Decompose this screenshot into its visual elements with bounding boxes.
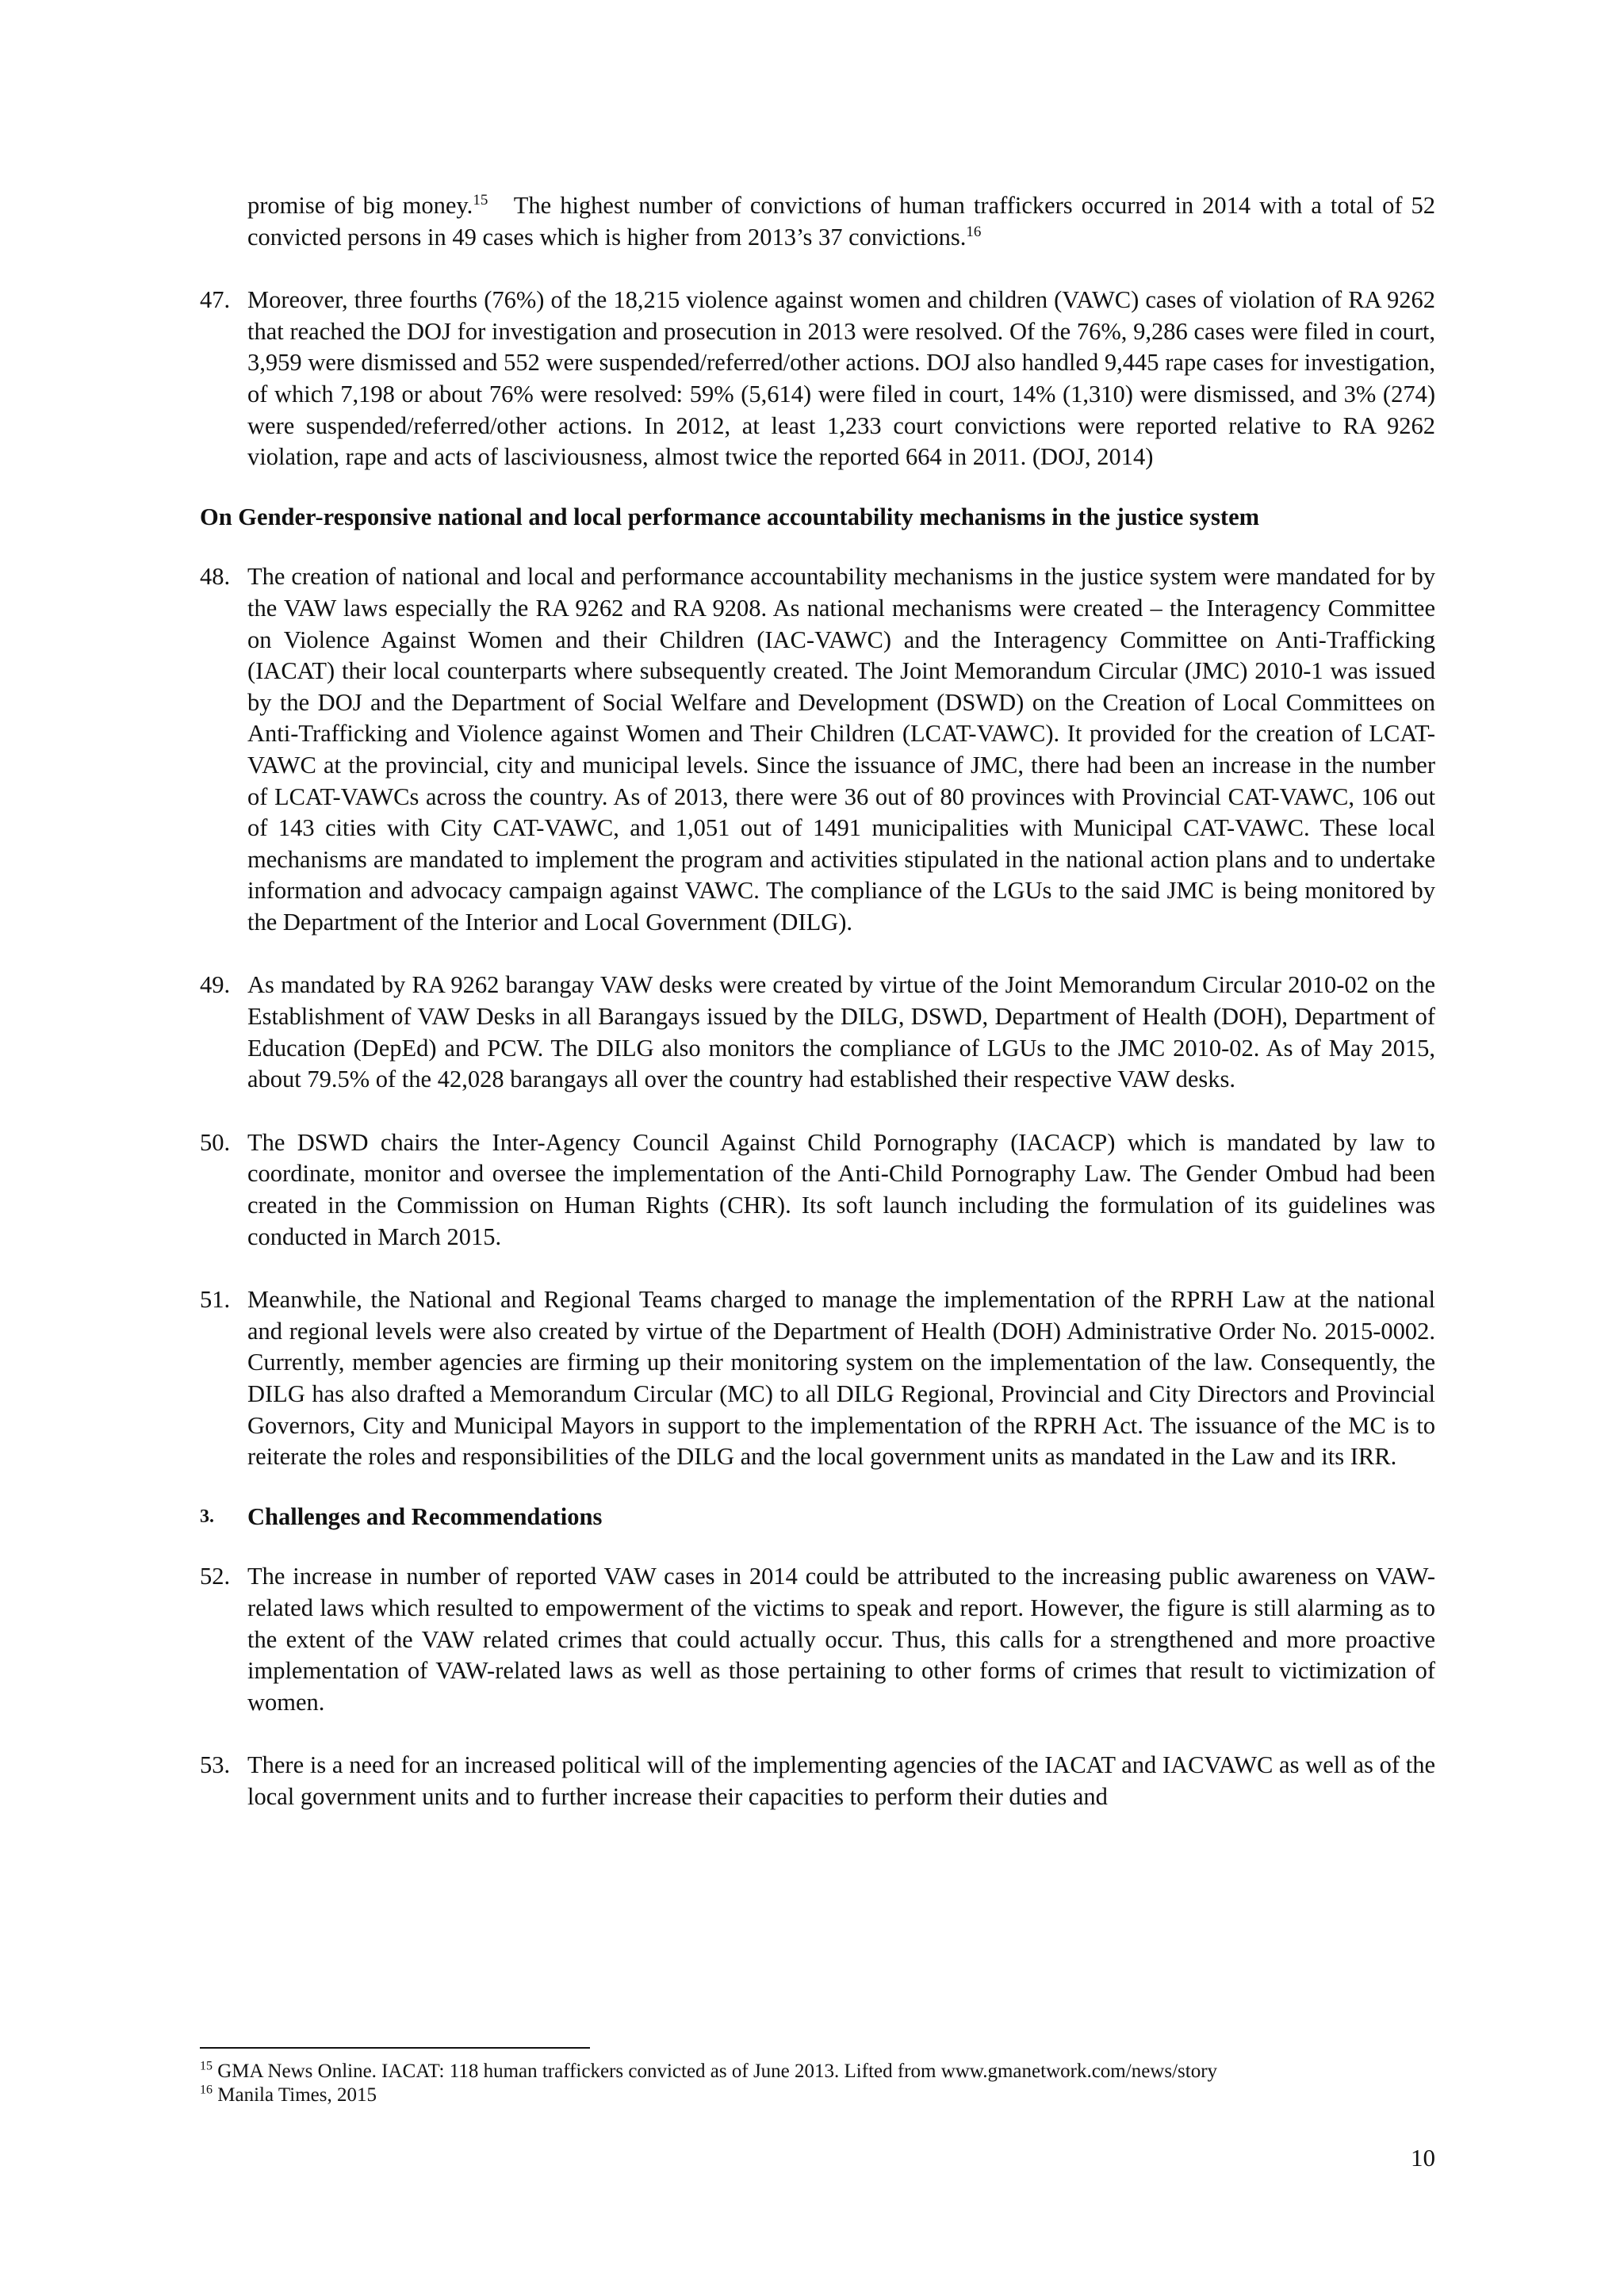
- footnote-16: [200, 2084, 1435, 2107]
- paragraph-53: [200, 1750, 1435, 1812]
- paragraph-text: As mandated by RA 9262 barangay VAW desks were created by virtue of the Joint Memorandum Circular 2010-02 on the Establishment of VAW Desks in all Barangays issued by the DILG, DSWD, Department of Health (DOH), Department of Education (DepEd) and PCW. The DILG also monitors the compliance of LGUs to the JMC 2010-02. As of May 2015, about 79.5% of the 42,028 barangays all over the country had established their respective VAW desks.: [247, 971, 1435, 1093]
- paragraph-number: 53.: [200, 1751, 231, 1779]
- carry-over-paragraph: [200, 190, 1442, 253]
- footnotes: [200, 2060, 1435, 2107]
- paragraph-52: [200, 1561, 1435, 1718]
- carry-over-text-b: The highest number of convictions of human traffickers occurred in 2014 with a total of 52 convicted persons in 49 cases which is higher from 2013’s 37 convictions.: [247, 192, 1442, 251]
- paragraph-number: 48.: [200, 563, 231, 591]
- paragraph-number: 49.: [200, 971, 231, 999]
- footnote-mark: 16: [200, 2083, 213, 2097]
- paragraph-number: 51.: [200, 1286, 231, 1314]
- section-heading-challenges: [200, 1502, 1435, 1533]
- paragraph-47: [200, 285, 1435, 473]
- paragraph-number: 52.: [200, 1563, 231, 1590]
- paragraph-51: [200, 1284, 1435, 1473]
- section-number: 3.: [200, 1506, 214, 1527]
- page-body: [200, 190, 1442, 1813]
- section-heading-accountability: On Gender-responsive national and local performance accountability mechanisms in the justice system: [200, 503, 1260, 530]
- paragraph-text: Moreover, three fourths (76%) of the 18,215 violence against women and children (VAWC) cases of violation of RA 9262 that reached the DOJ for investigation and prosecution in 2013 were resolved. Of the 76%, 9,286 cases were filed in court, 3,959 were dismissed and 552 were suspended/referred/other actions. DOJ also handled 9,445 rape cases for investigation, of which 7,198 or about 76% were resolved: 59% (5,614) were filed in court, 14% (1,310) were dismissed, and 3% (274) were suspended/referred/other actions. In 2012, at least 1,233 court convictions were reported relative to RA 9262 violation, rape and acts of lasciviousness, almost twice the reported 664 in 2011. (DOJ, 2014): [247, 286, 1435, 471]
- paragraph-48: [200, 561, 1435, 938]
- paragraph-text: The DSWD chairs the Inter-Agency Council Against Child Pornography (IACACP) which is mandated by law to coordinate, monitor and oversee the implementation of the Anti-Child Pornography Law. The Gender Ombud had been created in the Commission on Human Rights (CHR). Its soft launch including the formulation of its guidelines was conducted in March 2015.: [247, 1128, 1435, 1250]
- carry-over-text-a: promise of big money.: [247, 192, 473, 219]
- paragraph-number: 47.: [200, 286, 231, 314]
- footnote-ref-15[interactable]: 15: [473, 191, 488, 209]
- page-number: 10: [1411, 2144, 1435, 2172]
- paragraph-text: The increase in number of reported VAW cases in 2014 could be attributed to the increasing public awareness on VAW-related laws which resulted to empowerment of the victims to speak and report. However, the figure is still alarming as to the extent of the VAW related crimes that could actually occur. Thus, this calls for a strengthened and more proactive implementation of VAW-related laws as well as those pertaining to other forms of crimes that result to victimization of women.: [247, 1563, 1435, 1716]
- footnote-text: Manila Times, 2015: [213, 2084, 377, 2106]
- paragraph-text: The creation of national and local and performance accountability mechanisms in the justice system were mandated for by the VAW laws especially the RA 9262 and RA 9208. As national mechanisms were created – the Interagency Committee on Violence Against Women and their Children (IAC-VAWC) and the Interagency Committee on Anti-Trafficking (IACAT) their local counterparts where subsequently created. The Joint Memorandum Circular (JMC) 2010-1 was issued by the DOJ and the Department of Social Welfare and Development (DSWD) on the Creation of Local Committees on Anti-Trafficking and Violence against Women and Their Children (LCAT-VAWC). It provided for the creation of LCAT-VAWC at the provincial, city and municipal levels. Since the issuance of JMC, there had been an increase in the number of LCAT-VAWCs across the country. As of 2013, there were 36 out of 80 provinces with Provincial CAT-VAWC, 106 out of 143 cities with City CAT-VAWC, and 1,051 out of 1491 municipalities with Municipal CAT-VAWC. These local mechanisms are mandated to implement the program and activities stipulated in the national action plans and to undertake information and advocacy campaign against VAWC. The compliance of the LGUs to the said JMC is being monitored by the Department of the Interior and Local Government (DILG).: [247, 563, 1435, 936]
- footnote-mark: 15: [200, 2059, 213, 2073]
- footnote-divider: [200, 2047, 590, 2049]
- paragraph-text: Meanwhile, the National and Regional Teams charged to manage the implementation of the RPRH Law at the national and regional levels were also created by virtue of the Department of Health (DOH) Administrative Order No. 2015-0002. Currently, member agencies are firming up their monitoring system on the implementation of the law. Consequently, the DILG has also drafted a Memorandum Circular (MC) to all DILG Regional, Provincial and City Directors and Provincial Governors, City and Municipal Mayors in support to the implementation of the RPRH Act. The issuance of the MC is to reiterate the roles and responsibilities of the DILG and the local government units as mandated in the Law and its IRR.: [247, 1286, 1435, 1471]
- footnote-15: [200, 2060, 1435, 2084]
- paragraph-49: [200, 970, 1435, 1095]
- paragraph-number: 50.: [200, 1128, 231, 1156]
- section-title: Challenges and Recommendations: [247, 1502, 603, 1530]
- paragraph-50: [200, 1127, 1435, 1253]
- paragraph-text: There is a need for an increased political will of the implementing agencies of the IACAT and IACVAWC as well as of the local government units and to further increase their capacities to perform their duties and: [247, 1751, 1435, 1810]
- footnote-ref-16[interactable]: 16: [966, 223, 982, 240]
- footnote-text: GMA News Online. IACAT: 118 human traffickers convicted as of June 2013. Lifted from www.gmanetwork.com/news/story: [213, 2061, 1218, 2082]
